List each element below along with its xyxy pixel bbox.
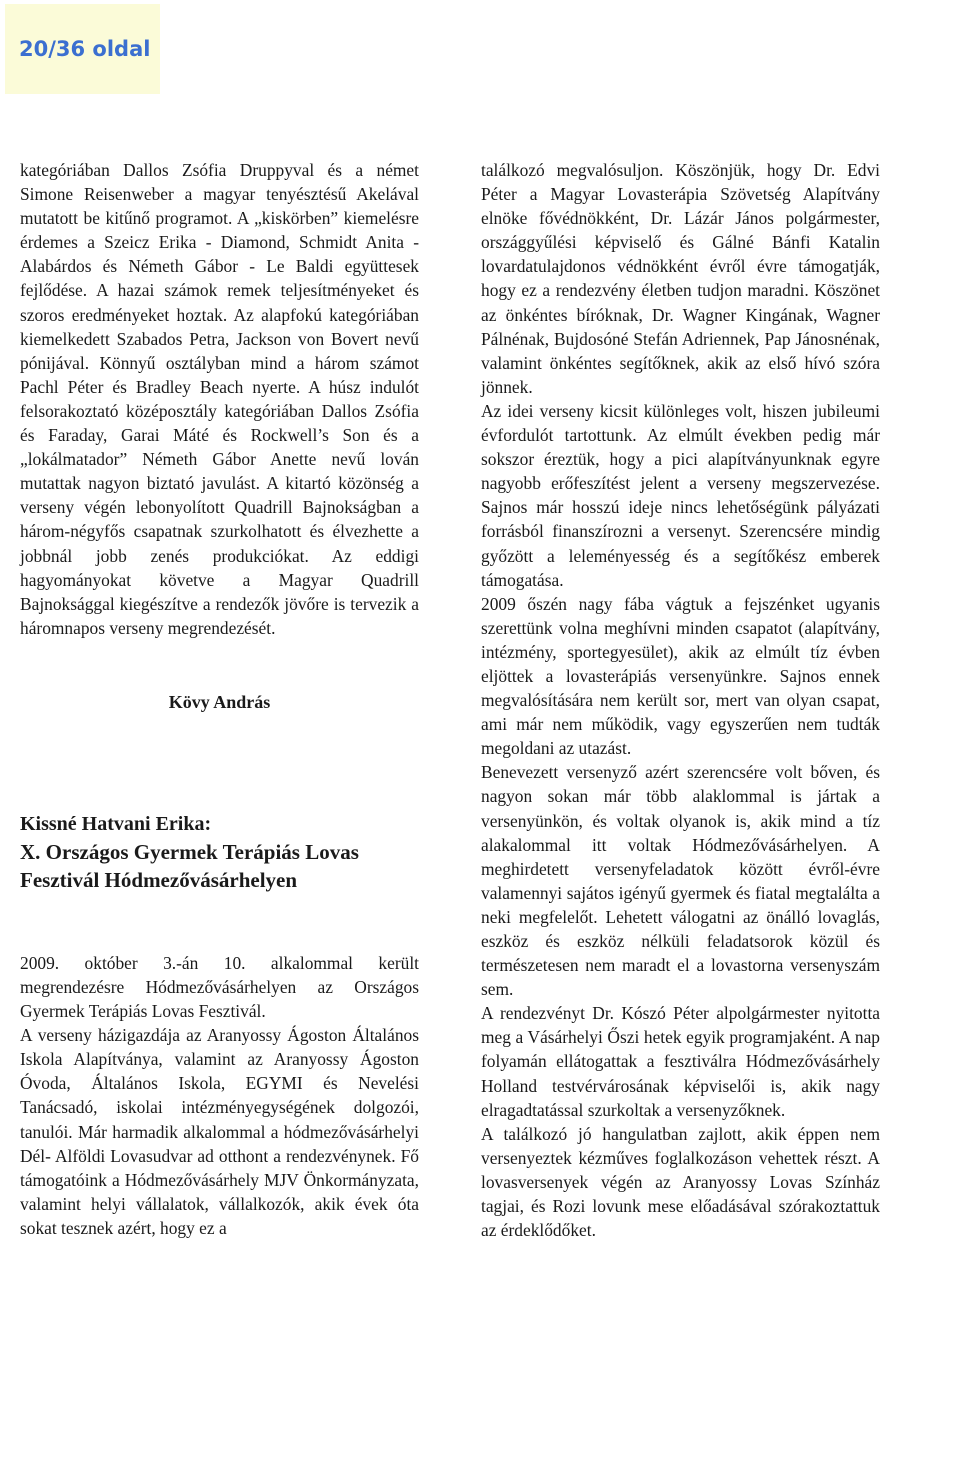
article-title: X. Országos Gyermek Terápiás Lovas Fesztivál Hódmezővásárhelyen xyxy=(20,839,359,892)
article-paragraph: Az idei verseny kicsit különleges volt, hiszen jubileumi évfordulót tartottunk. Az elmúlt években pedig már sokszor éreztük, hogy a pici alapítványunknak egyre nagyobb erőfeszítést jelent a verseny megszervezése. Sajnos már hosszú ideje nincs lehetőségünk pályázati forrásból finanszírozni a versenyt. Szerencsére mindig győzött a leleményesség és a segítőkész emberek támogatása. xyxy=(481,400,880,590)
intro-paragraph: kategóriában Dallos Zsófia Druppyval és a német Simone Reisenweber a magyar tenyésztésű Akelával mutatott be kitűnő programot. A „kiskörben” kiemelésre érdemes a Szeicz Erika - Diamond, Schmidt Anita - Alabárdos és Németh Gábor - Le Baldi együttesek fejlődése. A hazai számok remek teljesítményeket és szoros eredményeket hoztak. Az alapfokú kategóriában kiemelkedett Szabados Petra, Jackson von Bovert nevű pónijával. Könnyű osztályban mind a három számot Pachl Péter és Bradley Beach nyerte. A húsz indulót felsorakoztató középosztály kategóriában Dallos Zsófia és Faraday, Garai Máté és Rockwell’s Son és a „lokálmatador” Németh Gábor Anette nevű lován mutattak nagyon biztató javulást. A kitartó közönség a verseny végén lebonyolított Quadrill Bajnokságban a három-négyfős csapatnak szurkolhatott és élvezhette a jobbnál jobb zenés produkciókat. Az eddigi hagyományokat követve a Magyar Quadrill Bajnoksággal kiegészítve a rendezők jövőre is tervezik a háromnapos verseny megrendezését. xyxy=(20,160,419,638)
right-column xyxy=(481,158,880,1242)
heading-spacer xyxy=(20,894,419,951)
page-number-label: 20/36 oldal xyxy=(19,37,151,61)
article-paragraph: A találkozó jó hangulatban zajlott, akik éppen nem versenyeztek kézműves foglalkozáson vehettek részt. A lovasversenyek végén az Aranyossy Lovas Színház tagjai, és Rozi lovunk mese előadásával szórakoztattuk az érdeklődőket. xyxy=(481,1123,880,1241)
left-column xyxy=(20,158,419,1240)
article-paragraph: A rendezvényt Dr. Kószó Péter alpolgármester nyitotta meg a Vásárhelyi Őszi hetek egyik programjaként. A nap folyamán ellátogattak a fesztiválra Hódmezővásárhely Holland testvérvárosának képviselői is, akik nagy elragadtatással szurkoltak a versenyzőknek. xyxy=(481,1003,880,1120)
article-paragraph: A verseny házigazdája az Aranyossy Ágoston Általános Iskola Alapítványa, valamint az Aranyossy Ágoston Óvoda, Általános Iskola, EGYMI és Nevelési Tanácsadó, iskolai intézményegységének dolgozói, tanulói. Már harmadik alkalommal a hódmezővásárhelyi Dél- Alföldi Lovasudvar ad otthont a rendezvénynek. Fő támogatóink a Hódmezővásárhely MJV Önkormányzata, valamint helyi vállalatok, vállalkozók, akik évek óta sokat tesznek azért, hogy ez a xyxy=(20,1025,419,1238)
article-paragraph: találkozó megvalósuljon. Köszönjük, hogy Dr. Edvi Péter a Magyar Lovasterápia Szövetség Alapítvány elnöke fővédnökként, Dr. Lázár János polgármester, országgyűlési képviselő és Gálné Bánfi Katalin lovardatulajdonos védnökként évről évre támogatják, hogy ez a rendezvény életben tudjon maradni. Köszönet az önkéntes bíróknak, Dr. Wagner Kingának, Wagner Pálnénak, Bujdosóné Stefán Adriennek, Pap Jánosnénak, valamint önkéntes segítőknek, akik az első hívó szóra jönnek. xyxy=(481,160,880,397)
article-author: Kissné Hatvani Erika: xyxy=(20,812,212,835)
previous-article-author: Kövy András xyxy=(168,691,271,712)
article-paragraph: 2009. október 3.-án 10. alkalommal került megrendezésre Hódmezővásárhelyen az Országos Gyermek Terápiás Lovas Fesztivál. xyxy=(20,952,419,1022)
article-paragraph: Benevezett versenyző azért szerencsére volt bőven, és nagyon sokan már több alaklommal is jártak a versenyünkön, és voltak olyanok is, akik mind a tíz alakalommal itt voltak Hódmezővásárhelyen. A meghirdetett versenyfeladatok között évről-évre valamennyi sajátos igényű gyermek és fiatal megtalálta a neki megfelelőt. Lehetett válogatni az önálló lovaglás, eszköz és eszköz nélküli feladatsorok közül és természetesen nem maradt el a lovastorna versenyszám sem. xyxy=(481,762,880,1000)
page-number-badge xyxy=(5,4,160,94)
article-paragraph: 2009 őszén nagy fába vágtuk a fejszénket ugyanis szerettünk volna meghívni minden csapatot (alapítvány, intézmény, sportegyesület), akik az elmúlt tíz évben eljöttek a lovasterápiás versenyünkre. Sajnos ennek megvalósítására nem került sor, mert van olyan csapat, ami már nem működik, vagy egyszerűen nem tudták megoldani az utazást. xyxy=(481,593,880,759)
article-heading xyxy=(20,810,419,894)
